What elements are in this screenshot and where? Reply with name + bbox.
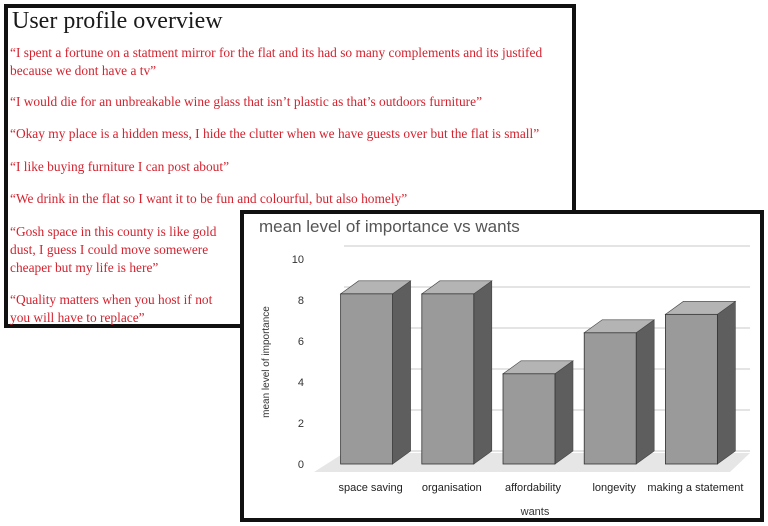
bar-front xyxy=(503,374,555,464)
bar xyxy=(584,320,654,464)
x-tick-label: space saving xyxy=(338,482,403,494)
x-tick-label: affordability xyxy=(504,482,562,494)
y-axis-label: mean level of importance xyxy=(261,306,272,418)
quote-line: you will have to replace” xyxy=(10,310,145,325)
quote-line: “I spent a fortune on a statment mirror for the flat and its had so many complements and its justifed xyxy=(10,45,543,60)
quote-line: “I would die for an unbreakable wine glass that isn’t plastic as that’s outdoors furniture” xyxy=(10,94,483,109)
x-axis-label: wants xyxy=(520,506,550,518)
x-tick-label: making a statement xyxy=(647,482,744,494)
bar-front xyxy=(665,314,717,464)
bar-side xyxy=(555,361,573,464)
bar-chart xyxy=(244,214,760,518)
quote-line: because we dont have a tv” xyxy=(10,63,157,78)
bar-side xyxy=(717,301,735,464)
x-tick-label: organisation xyxy=(421,482,482,494)
chart-title: mean level of importance vs wants xyxy=(259,217,520,236)
chart-panel xyxy=(240,210,764,522)
quote-line: “We drink in the flat so I want it to be fun and colourful, but also homely” xyxy=(10,191,408,206)
quote-line: “Gosh space in this county is like gold xyxy=(10,224,217,239)
y-tick-label: 8 xyxy=(297,295,304,307)
quote-line: “I like buying furniture I can post about” xyxy=(10,159,230,174)
bar xyxy=(341,281,411,464)
profile-title: User profile overview xyxy=(12,8,223,34)
x-tick-label: longevity xyxy=(592,482,636,494)
quote-line: “Quality matters when you host if not xyxy=(10,292,213,307)
bar-front xyxy=(422,294,474,464)
y-tick-label: 10 xyxy=(291,254,304,266)
y-tick-label: 0 xyxy=(297,459,304,471)
y-tick-label: 2 xyxy=(297,418,304,430)
y-tick-label: 6 xyxy=(297,336,304,348)
bar-front xyxy=(584,333,636,464)
y-tick-label: 4 xyxy=(297,377,304,389)
quote-line: “Okay my place is a hidden mess, I hide the clutter when we have guests over but the flat is small” xyxy=(10,126,540,141)
bar-side xyxy=(393,281,411,464)
bar-side xyxy=(474,281,492,464)
bar-front xyxy=(341,294,393,464)
bar xyxy=(503,361,573,464)
bar xyxy=(665,301,735,464)
quote-line: cheaper but my life is here” xyxy=(10,260,159,275)
bar xyxy=(422,281,492,464)
bar-side xyxy=(636,320,654,464)
quote-line: dust, I guess I could move somewere xyxy=(10,242,209,257)
